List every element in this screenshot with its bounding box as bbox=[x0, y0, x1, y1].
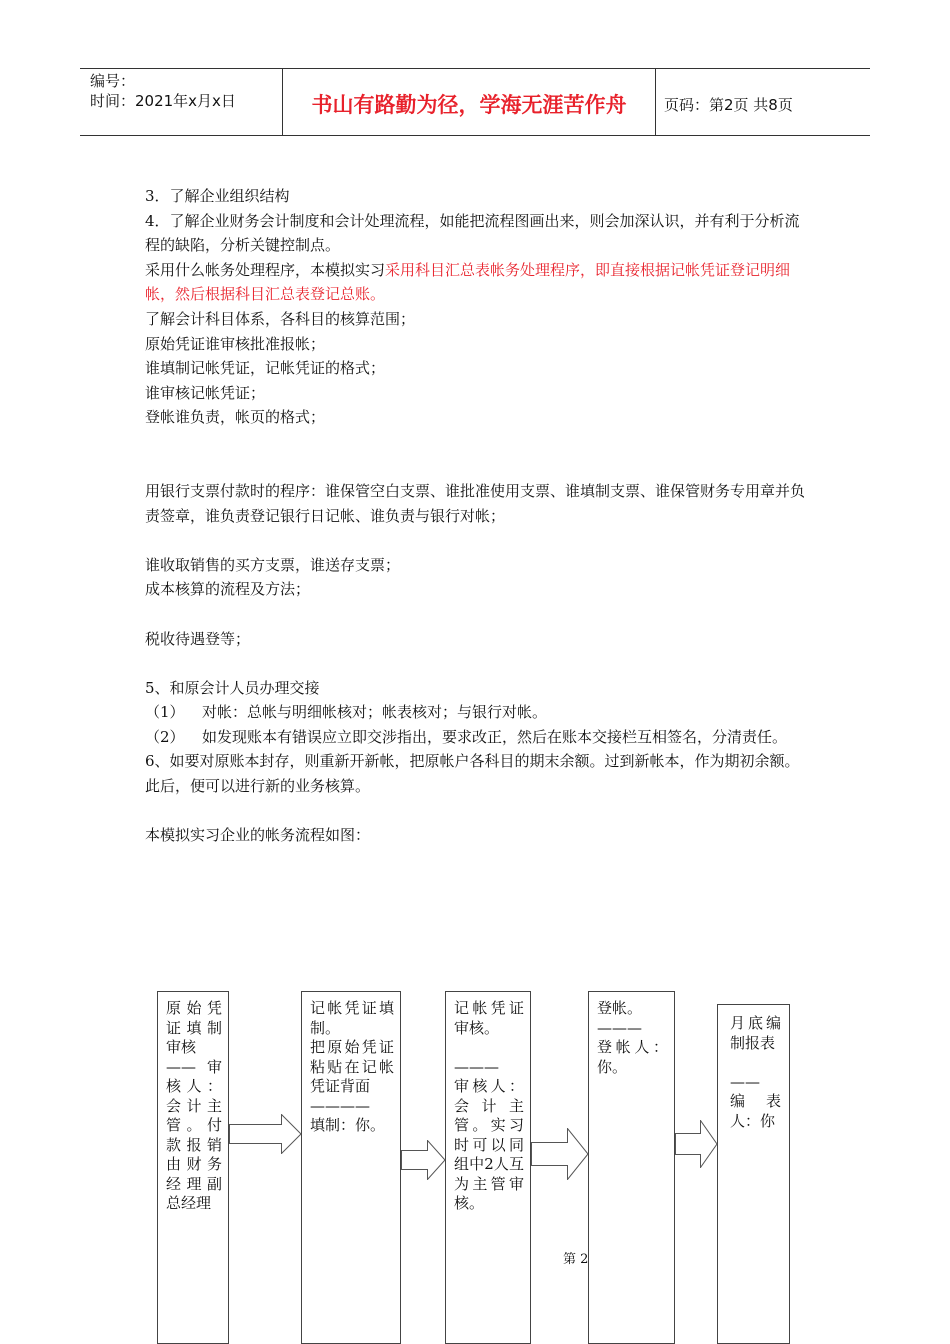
header-time-label: 时间：2021年x月x日 bbox=[90, 92, 236, 110]
flow-text-original-voucher: 原始凭证填制审核 ——审核人：会计主管。付款报销由财务经理副总经理 bbox=[166, 999, 222, 1212]
flow-box-fill-voucher bbox=[301, 991, 401, 1344]
flow-text-post-ledger: 登帐。 ——— 登帐人：你。 bbox=[597, 999, 668, 1076]
header-number-label: 编号： bbox=[90, 72, 136, 90]
list-item bbox=[145, 700, 810, 725]
paragraph-review-voucher: 谁审核记帐凭证； bbox=[145, 383, 266, 402]
flow-text-monthly-report: 月底编制报表 —— 编表人：你 bbox=[730, 1014, 781, 1130]
flow-text-fill-voucher: 记帐凭证填制。 把原始凭证粘贴在记帐凭证背面 ———— 填制：你。 bbox=[310, 999, 394, 1134]
procedure-highlight: 采用科目汇总表帐务处理程序，即直接根据记帐凭证登记明细帐，然后根据科目汇总表登记总账。 bbox=[145, 260, 791, 304]
flow-box-monthly-report bbox=[717, 1004, 790, 1344]
flow-arrow-4 bbox=[675, 1120, 718, 1168]
paragraph-flow-intro: 本模拟实习企业的帐务流程如图： bbox=[145, 826, 371, 845]
list-number: （1） bbox=[145, 703, 185, 722]
header-top-rule bbox=[80, 68, 870, 69]
list-item bbox=[145, 725, 810, 750]
flow-arrow-2 bbox=[401, 1140, 446, 1180]
flow-box-review-voucher bbox=[445, 991, 531, 1344]
paragraph-accounts: 了解会计科目体系，各科目的核算范围； bbox=[145, 309, 416, 328]
paragraph-understand-org: 3．了解企业组织结构 bbox=[145, 187, 290, 205]
paragraph-original-voucher: 原始凭证谁审核批准报帐； bbox=[145, 334, 326, 353]
paragraph-handover: 5、和原会计人员办理交接 bbox=[145, 678, 320, 697]
flow-box-post-ledger bbox=[588, 991, 675, 1344]
header-motto: 书山有路勤为径，学海无涯苦作舟 bbox=[311, 93, 627, 117]
paragraph-cost: 成本核算的流程及方法； bbox=[145, 580, 311, 599]
paragraph-understand-system: 4．了解企业财务会计制度和会计处理流程，如能把流程图画出来，则会加深认识，并有利于分析流程的缺陷，分析关键控制点。 bbox=[145, 211, 800, 255]
paragraph-bank-check: 用银行支票付款时的程序：谁保管空白支票、谁批准使用支票、谁填制支票、谁保管财务专用章并负责签章，谁负责登记银行日记帐、谁负责与银行对帐； bbox=[145, 481, 806, 525]
flow-arrow-3 bbox=[531, 1128, 589, 1180]
header-bottom-rule bbox=[80, 135, 870, 136]
header-divider-right bbox=[655, 68, 656, 136]
document-body bbox=[145, 184, 810, 848]
page-number: 第 2 bbox=[563, 1252, 589, 1267]
flow-text-review-voucher: 记帐凭证审核。 ——— 审核人：会计主管。实习时可以同组中2人互为主管审核。 bbox=[454, 999, 524, 1212]
paragraph-after: 此后，便可以进行新的业务核算。 bbox=[145, 777, 371, 796]
procedure-prefix: 采用什么帐务处理程序，本模拟实习 bbox=[145, 260, 386, 279]
paragraph-new-books: 6、如要对原账本封存，则重新开新帐，把原帐户各科目的期末余额。过到新帐本，作为期初余额。 bbox=[145, 752, 800, 771]
paragraph-fill-voucher: 谁填制记帐凭证，记帐凭证的格式； bbox=[145, 359, 386, 378]
paragraph-procedure bbox=[145, 258, 810, 307]
paragraph-ledger: 登帐谁负责，帐页的格式； bbox=[145, 408, 326, 427]
list-text: 如发现账本有错误应立即交涉指出，要求改正，然后在账本交接栏互相签名，分清责任。 bbox=[202, 727, 788, 746]
list-text: 对帐：总帐与明细帐核对；帐表核对；与银行对帐。 bbox=[202, 703, 548, 722]
paragraph-tax: 税收待遇登等； bbox=[145, 629, 251, 648]
flow-box-original-voucher bbox=[157, 991, 229, 1344]
flow-arrow-1 bbox=[229, 1114, 302, 1154]
header-page-info: 页码：第2页 共8页 bbox=[664, 96, 793, 114]
paragraph-sales-check: 谁收取销售的买方支票，谁送存支票； bbox=[145, 555, 401, 574]
list-number: （2） bbox=[145, 727, 185, 746]
